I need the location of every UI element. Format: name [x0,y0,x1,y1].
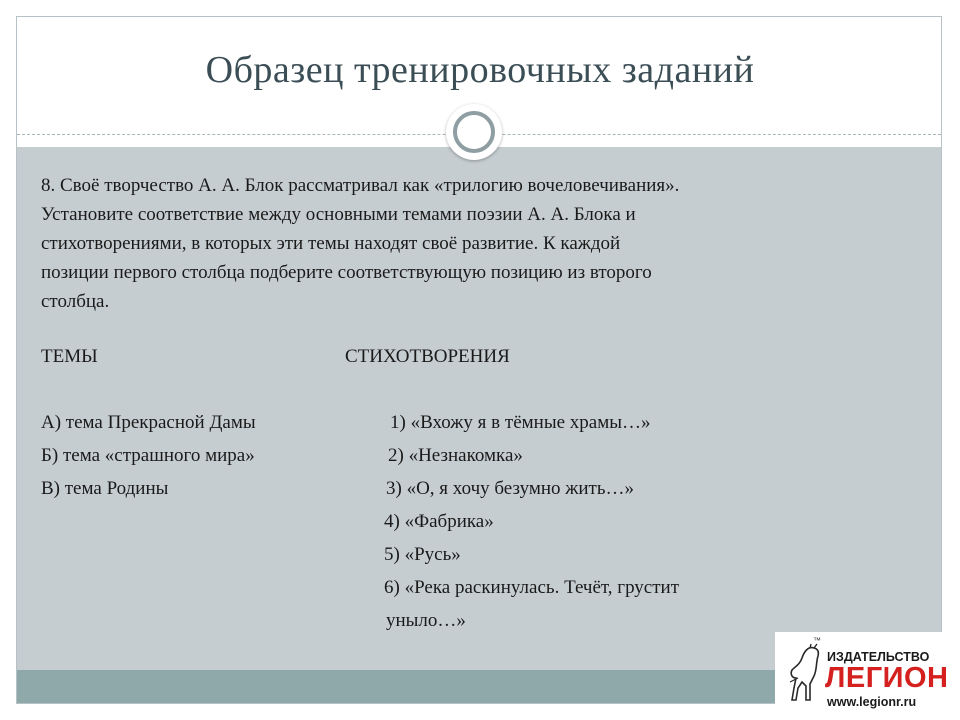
poem-item: 3) «О, я хочу безумно жить…» [386,478,635,499]
poem-item: 1) «Вхожу я в тёмные храмы…» [390,412,651,433]
task-line: 8. Своё творчество А. А. Блок рассматривал как «трилогию вочеловечивания». [41,175,680,196]
logo-publisher-label: ИЗДАТЕЛЬСТВО [827,650,930,664]
publisher-logo [775,632,949,716]
task-line: столбца. [41,291,110,312]
theme-item: В) тема Родины [41,478,169,499]
task-line: стихотворениями, в которых эти темы находят своё развитие. К каждой [41,233,621,254]
theme-item: Б) тема «страшного мира» [41,445,255,466]
logo-brand-name: ЛЕГИОН [825,662,949,694]
task-line: Установите соответствие между основными темами поэзии А. А. Блока и [41,204,636,225]
poem-item: 4) «Фабрика» [384,511,494,532]
task-text [41,171,921,316]
circle-ornament-icon [446,104,502,160]
horse-icon [784,642,826,708]
slide-title: Образец тренировочных заданий [205,49,755,91]
poem-item: 6) «Река раскинулась. Течёт, грустит [384,577,680,598]
themes-header: ТЕМЫ [41,346,98,367]
task-line: позиции первого столбца подберите соответствующую позицию из второго [41,262,652,283]
poem-item: 5) «Русь» [384,544,461,565]
logo-website: www.legionr.ru [827,695,917,709]
poem-item: 2) «Незнакомка» [388,445,523,466]
poem-item-continuation: уныло…» [386,610,466,631]
trademark-mark: ™ [813,636,821,645]
poems-header: СТИХОТВОРЕНИЯ [345,346,510,367]
theme-item: А) тема Прекрасной Дамы [41,412,256,433]
